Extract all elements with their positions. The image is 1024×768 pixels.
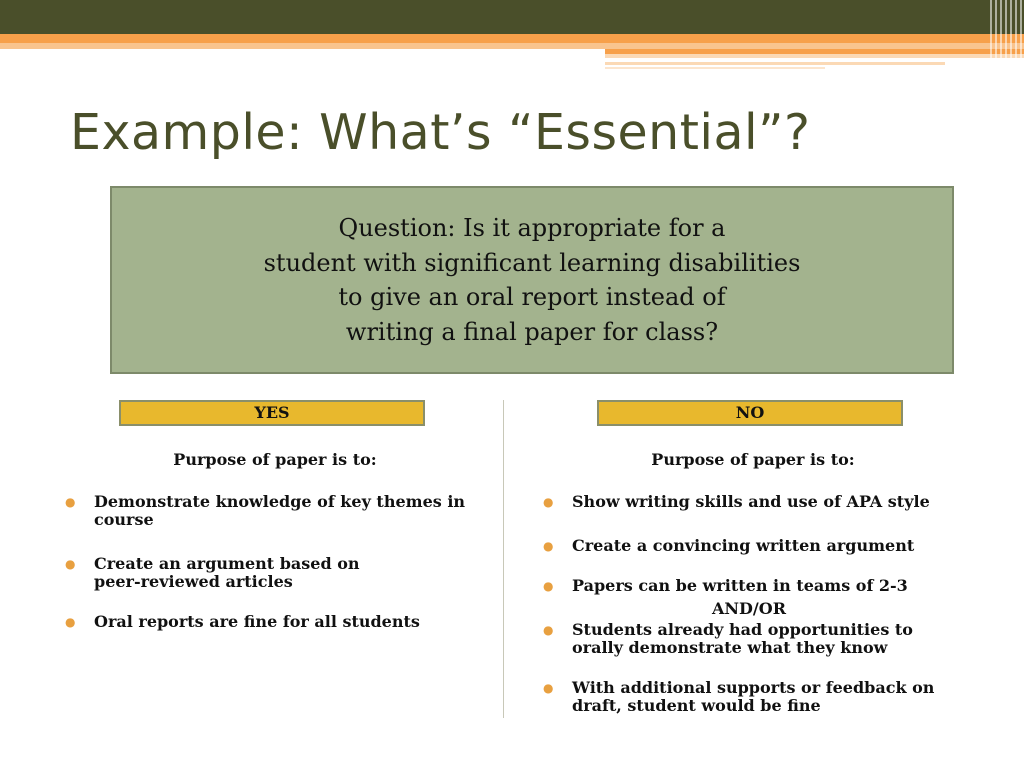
and-or-connector: AND/OR [712,599,786,618]
no-bullet-item [538,577,968,595]
bullet-dot-icon: ● [543,495,554,509]
yes-bullet-item [60,493,490,529]
bullet-dot-icon: ● [65,615,76,629]
bullet-dot-icon: ● [543,681,554,695]
header-accent-line [605,62,945,65]
no-bullet-text: Papers can be written in teams of 2-3 [572,576,908,595]
no-purpose: Purpose of paper is to: [651,450,855,469]
yes-bullet-item [60,613,490,631]
no-bullet-item [538,493,968,511]
header-band-orange [0,34,1024,43]
no-header: NO [597,400,903,426]
yes-bullet-text: Oral reports are fine for all students [94,612,420,631]
header-accent-line [605,67,825,69]
no-bullet-text: Students already had opportunities to orally demonstrate what they know [572,620,913,657]
no-bullet-text: With additional supports or feedback on draft, student would be fine [572,678,935,715]
no-bullet-text: Show writing skills and use of APA style [572,492,930,511]
yes-bullet-text: Demonstrate knowledge of key themes in course [94,492,466,529]
question-line: writing a final paper for class? [345,317,719,346]
slide-title: Example: What’s “Essential”? [70,104,811,161]
header-stripes [990,0,1024,64]
yes-purpose: Purpose of paper is to: [173,450,377,469]
question-line: Question: Is it appropriate for a [338,214,726,242]
yes-bullet-item [60,555,490,591]
bullet-dot-icon: ● [65,495,76,509]
bullet-dot-icon: ● [65,557,76,571]
no-bullet-text: Create a convincing written argument [572,536,915,555]
bullet-dot-icon: ● [543,579,554,593]
yes-bullet-text: Create an argument based on peer-reviewed articles [94,554,360,591]
yes-header: YES [119,400,425,426]
question-line: student with significant learning disabilities [263,248,801,277]
no-bullet-item [538,679,968,715]
header-band-olive [0,0,1024,34]
no-bullet-item [538,537,968,555]
bullet-dot-icon: ● [543,623,554,637]
header-band-peach-accent [605,54,1024,58]
column-divider [503,400,504,718]
question-line: to give an oral report instead of [338,283,726,311]
bullet-dot-icon: ● [543,539,554,553]
no-bullet-item [538,621,968,657]
question-box [110,186,954,374]
